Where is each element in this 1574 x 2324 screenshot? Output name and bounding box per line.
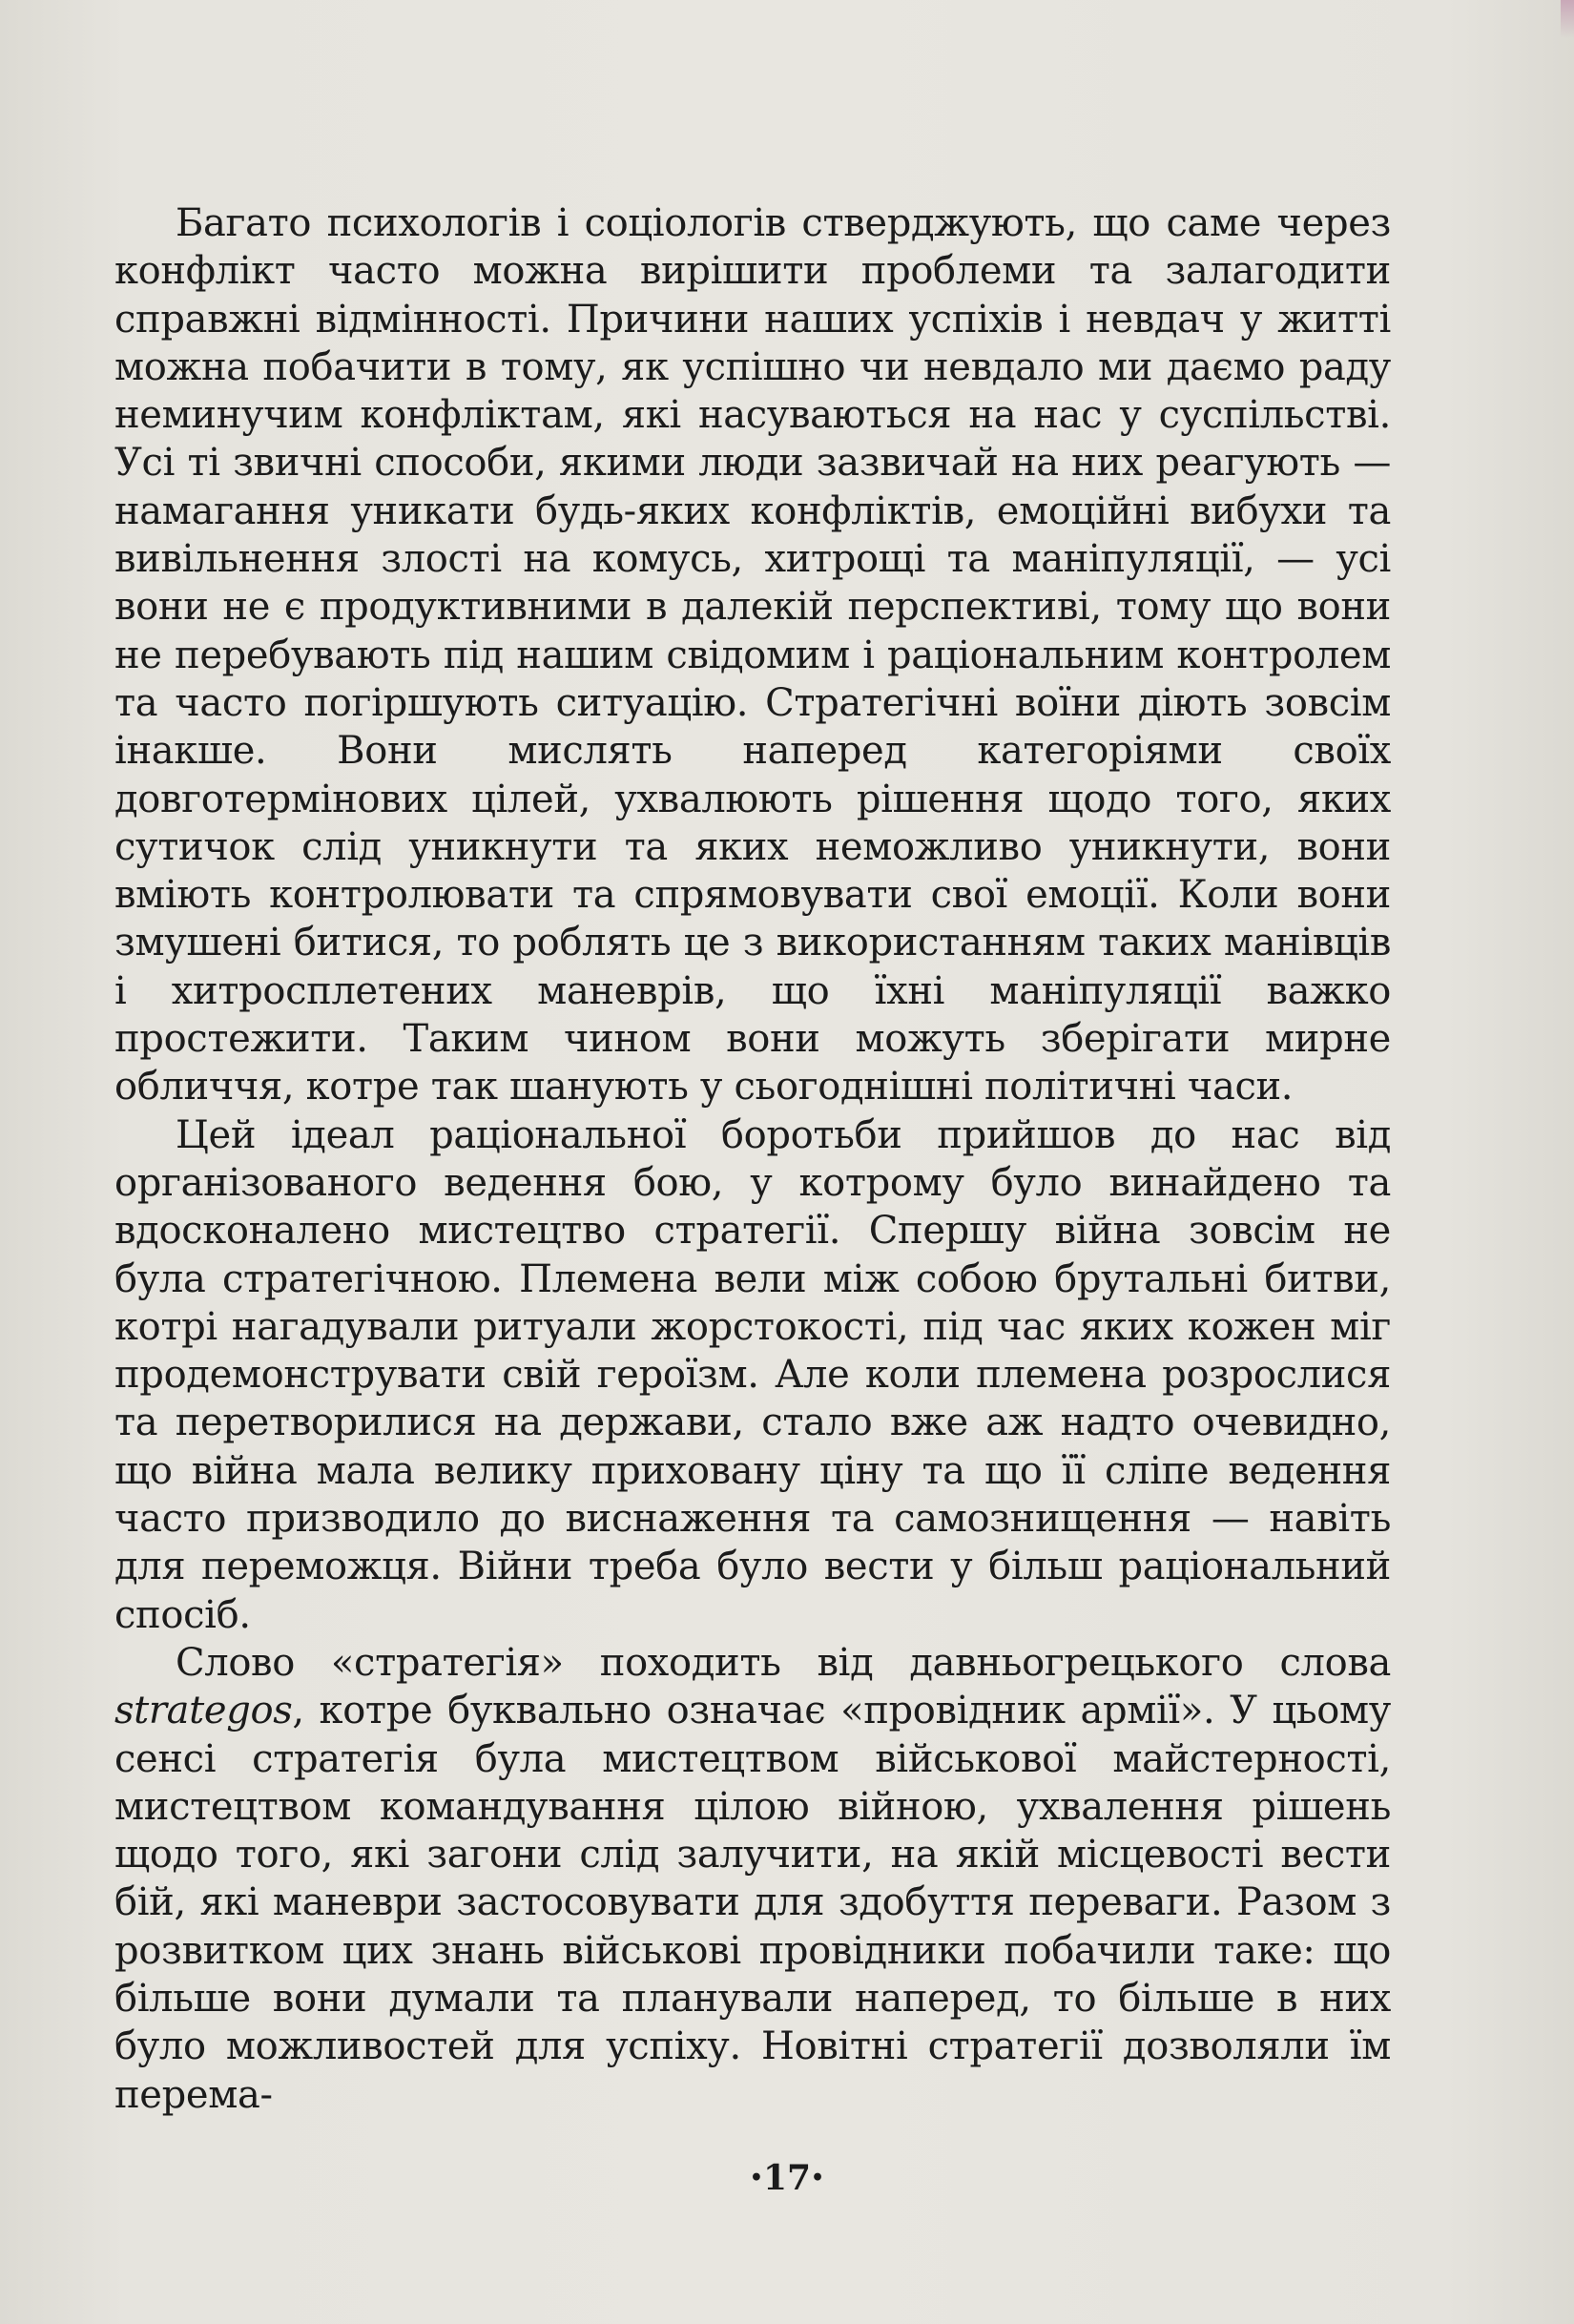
paragraph-1 (114, 199, 1391, 1111)
paragraph-3-text-start: Слово «стратегія» походить від давньогрецького слова (176, 1640, 1391, 1685)
page-number-bullet-left: • (749, 2166, 763, 2190)
paragraph-2 (114, 1111, 1391, 1639)
page-number-footer (0, 2158, 1574, 2198)
paragraph-3-text-end: , котре буквально означає «провідник армії». У цьому сенсі стратегія була мистецтвом військової майстерності, мистецтвом командування цілою війною, ухвалення рішень щодо того, які загони слід залучити, на якій місцевості вести бій, які маневри застосовувати для здобуття переваги. Разом з розвитком цих знань військові провідники побачили таке: що більше вони думали та планували наперед, то більше в них було можливостей для успіху. Новітні стратегії дозволяли їм перема- (114, 1689, 1391, 2117)
paragraph-2-text: Цей ідеал раціональної боротьби прийшов до нас від організованого ведення бою, у котрому було винайдено та вдосконалено мистецтво стратегії. Спершу війна зовсім не була стратегічною. Племена вели між собою брутальні битви, котрі нагадували ритуали жорстокості, під час яких кожен міг продемонструвати свій героїзм. Але коли племена розрослися та перетворилися на держави, стало вже аж надто очевидно, що війна мала велику приховану ціну та що її сліпе ведення часто призводило до виснаження та самознищення — навіть для переможця. Війни треба було вести у більш раціональний спосіб. (114, 1112, 1391, 1637)
paragraph-3 (114, 1639, 1391, 2119)
page-edge-mark (1561, 0, 1574, 38)
body-text (114, 199, 1391, 2119)
page-number: 17 (762, 2158, 812, 2198)
page-number-bullet-right: • (811, 2166, 825, 2190)
paragraph-3-italic-term: strategos (114, 1689, 293, 1733)
paragraph-1-text: Багато психологів і соціологів стверджують, що саме через конфлікт часто можна вирішити проблеми та залагодити справжні відмінності. Причини наших успіхів і невдач у житті можна побачити в тому, як успішно чи невдало ми даємо раду неминучим конфліктам, які насуваються на нас у суспільстві. Усі ті звичні способи, якими люди зазвичай на них реагують — намагання уникати будь-яких конфліктів, емоційні вибухи та вивільнення злості на комусь, хитрощі та маніпуляції, — усі вони не є продуктивними в далекій перспективі, тому що вони не перебувають під нашим свідомим і раціональним контролем та часто погіршують ситуацію. Стратегічні воїни діють зовсім інакше. Вони мислять наперед категоріями своїх довготермінових цілей, ухвалюють рішення щодо того, яких сутичок слід уникнути та яких неможливо уникнути, вони вміють контролювати та спрямовувати свої емоції. Коли вони змушені битися, то роблять це з використанням таких манівців і хитросплетених маневрів, що їхні маніпуляції важко простежити. Таким чином вони можуть зберігати мирне обличчя, котре так шанують у сьогоднішні політичні часи. (114, 201, 1391, 1110)
